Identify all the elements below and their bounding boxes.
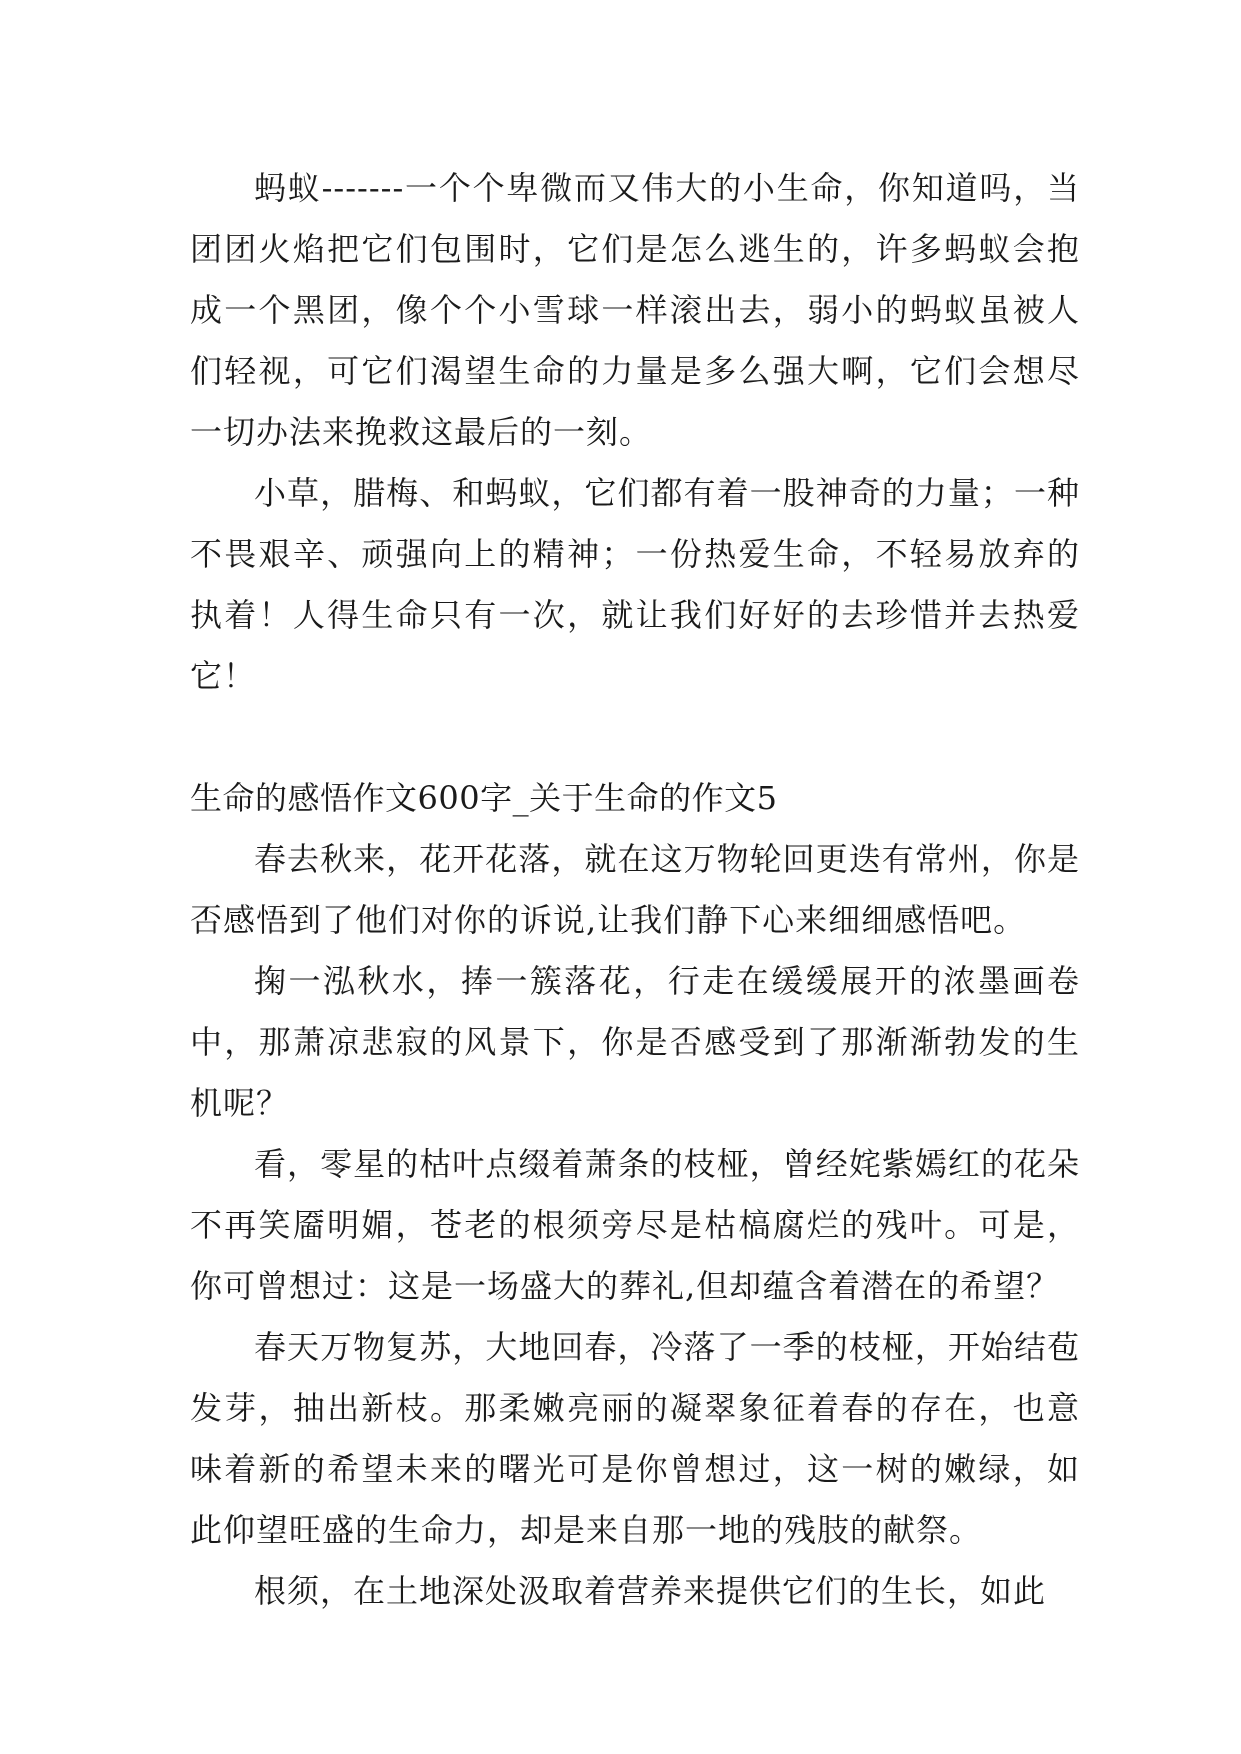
paragraph-roots: 根须，在土地深处汲取着营养来提供它们的生长，如此 xyxy=(254,1572,1047,1610)
paragraph-spring-revival: 春天万物复苏，大地回春，冷落了一季的枝桠，开始结苞发芽，抽出新枝。那柔嫩亮丽的凝翠象征着春的存在，也意味着新的希望未来的曙光可是你曾想过，这一树的嫩绿，如此仰望旺盛的生命力，却是来自那一地的残肢的献祭。 xyxy=(190,1328,1080,1549)
paragraph-grass-plum-ants: 小草，腊梅、和蚂蚁，它们都有着一股神奇的力量；一种不畏艰辛、顽强向上的精神；一份热爱生命，不轻易放弃的执着！人得生命只有一次，就让我们好好的去珍惜并去热爱它！ xyxy=(190,474,1080,695)
section-title: 生命的感悟作文600字_关于生命的作文5 xyxy=(190,779,778,817)
document-body xyxy=(190,158,1080,1622)
paragraph-seasons: 春去秋来，花开花落，就在这万物轮回更迭有常州，你是否感悟到了他们对你的诉说,让我们静下心来细细感悟吧。 xyxy=(190,840,1080,939)
paragraph-autumn-water: 掬一泓秋水，捧一簇落花，行走在缓缓展开的浓墨画卷中，那萧凉悲寂的风景下，你是否感受到了那渐渐勃发的生机呢？ xyxy=(190,962,1080,1122)
paragraph-ants: 蚂蚁-------一个个卑微而又伟大的小生命，你知道吗，当团团火焰把它们包围时，它们是怎么逃生的，许多蚂蚁会抱成一个黑团，像个个小雪球一样滚出去，弱小的蚂蚁虽被人们轻视，可它们渴望生命的力量是多么强大啊，它们会想尽一切办法来挽救这最后的一刻。 xyxy=(190,169,1080,451)
blank-line xyxy=(190,707,1080,768)
paragraph-withered-leaves: 看，零星的枯叶点缀着萧条的枝桠，曾经姹紫嫣红的花朵不再笑靥明媚，苍老的根须旁尽是枯槁腐烂的残叶。可是，你可曾想过：这是一场盛大的葬礼,但却蕴含着潜在的希望？ xyxy=(190,1145,1080,1305)
